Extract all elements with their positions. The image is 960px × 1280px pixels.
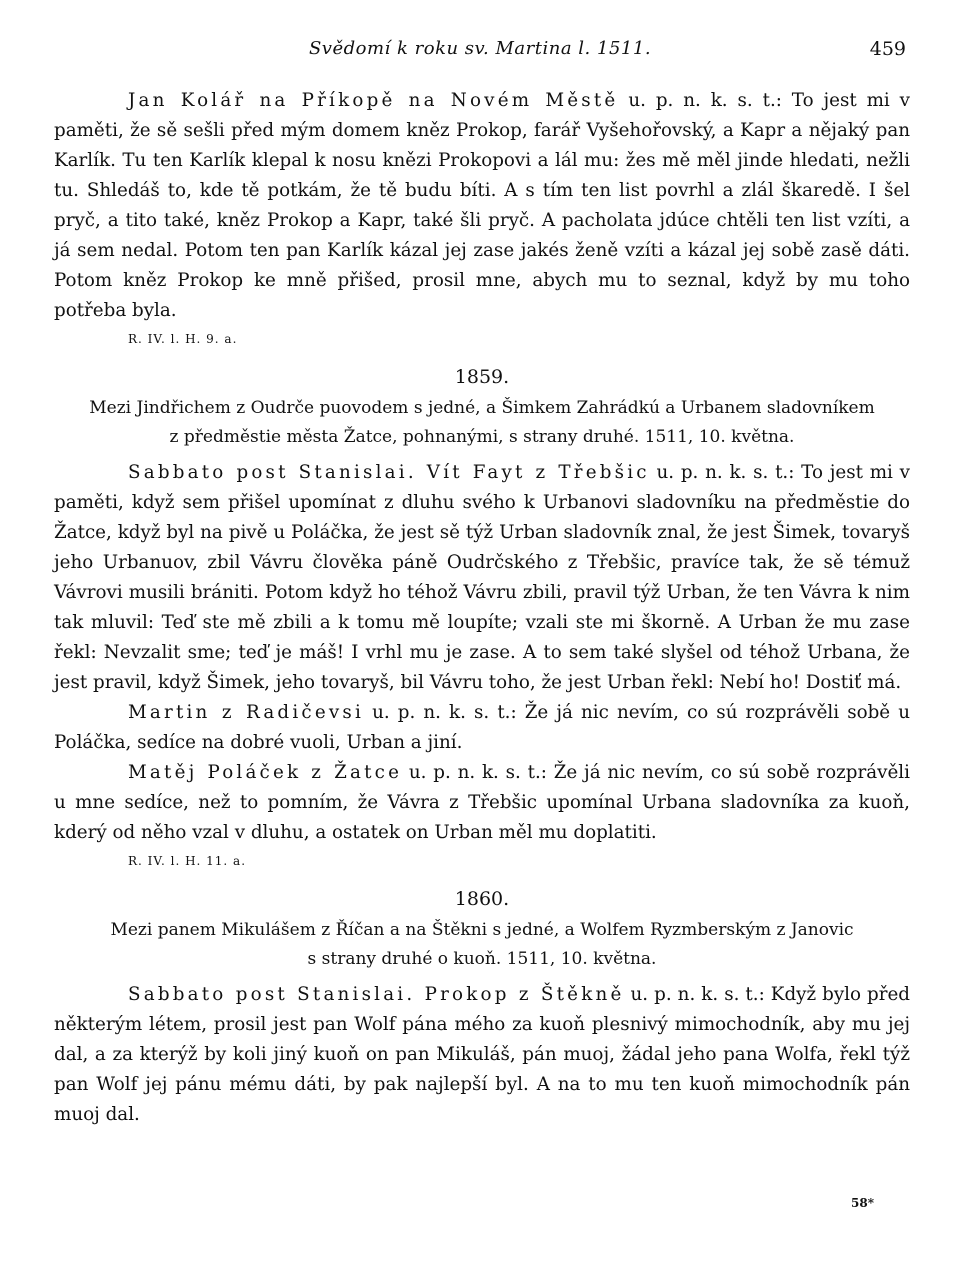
archive-reference: R. IV. l. H. 9. a. [128, 332, 238, 346]
summary-line-2: z předměstie města Žatce, pohnanými, s strany druhé. 1511, 10. května. [169, 427, 795, 447]
testimony-martin-radicevsi [54, 698, 910, 758]
witness-name: Sabbato post Stanislai. Prokop z Štěkně [128, 984, 625, 1005]
page-number: 459 [869, 38, 906, 60]
witness-name: Matěj Poláček z Žatce [128, 762, 403, 783]
page-header [54, 38, 906, 68]
witness-name: Martin z Radičevsi [128, 702, 364, 723]
entry-number-1859: 1859. [454, 366, 510, 388]
testimony-vit-fayt [54, 458, 910, 698]
summary-line-1: Mezi Jindřichem z Oudrče puovodem s jedné, a Šimkem Zahrádkú a Urbanem sladovníkem [89, 398, 875, 418]
witness-name: Sabbato post Stanislai. Vít Fayt z Třebšic [128, 462, 650, 483]
witness-name: Jan Kolář na Příkopě na Novém Městě [128, 90, 619, 111]
testimony-text: u. p. n. k. s. t.: To jest mi v paměti, že sě sešli před mým domem kněz Prokop, farář Vyšehořovský, a Kapr a nějaký pan Karlík. Tu ten Karlík klepal k nosu knězi Prokopovi a lál mu: žes mě měl jinde hledati, nežli tu. Shledáš to, kde tě potkám, že tě budu bíti. A s tím ten list povrhl a zlál škaredě. I šel pryč, a tito také, kněz Prokop a Kapr, také šli pryč. A pacholata jdúce chtěli ten list vzíti, a já sem nedal. Potom ten pan Karlík kázal jej zase jakés ženě vzíti a kázal jej sobě zasě dáti. Potom kněz Prokop ke mně přišed, prosil mne, abych mu to seznal, když by mu toho potřeba byla. [54, 90, 910, 321]
testimony-text: u. p. n. k. s. t.: Že já nic nevím, co sú rozprávěli sobě u Poláčka, sedíce na dobré vuoli, Urban a jiní. [54, 702, 910, 753]
entry-summary-1859 [54, 394, 910, 452]
testimony-text: u. p. n. k. s. t.: Že já nic nevím, co sú sobě rozprávěli u mne sedíce, než to pomním, že Vávra z Třebšic upomínal Urbana sladovníka za kuoň, kderý od něho vzal v dluhu, a ostatek on Urban měl mu doplatiti. [54, 762, 910, 843]
entry-number-1860: 1860. [454, 888, 510, 910]
entry-summary-1860 [54, 916, 910, 974]
summary-line-1: Mezi panem Mikulášem z Říčan a na Štěkni s jedné, a Wolfem Ryzmberským z Janovic [110, 920, 854, 940]
testimony-matej-polacek [54, 758, 910, 848]
testimony-text: u. p. n. k. s. t.: Když bylo před některým létem, prosil jest pan Wolf pána mého za kuoň plesnivý mimochodník, aby mu jej dal, a za kterýž by koli jiný kuoň on pan Mikuláš, pán muoj, žádal jeho pana Wolfa, řekl týž pan Wolf jej pánu mému dáti, by pak najlepší byl. A na to mu ten kuoň mimochodník pán muoj dal. [54, 984, 911, 1125]
testimony-prokop-stekne [54, 980, 910, 1130]
printer-signature: 58* [851, 1196, 874, 1210]
archive-reference: R. IV. l. H. 11. a. [128, 854, 247, 868]
running-title: Svědomí k roku sv. Martina l. 1511. [308, 38, 652, 59]
summary-line-2: s strany druhé o kuoň. 1511, 10. května. [307, 949, 657, 969]
testimony-text: u. p. n. k. s. t.: To jest mi v paměti, když sem přišel upomínat z dluhu svého k Urbanovi sladovníku na předměstie do Žatce, když byl na pivě u Poláčka, že jest sě týž Urban sladovník znal, že jest Šimek, tovaryš jeho Urbanuov, zbil Vávru člověka páně Oudrčského z Třebšic, pravíce tak, že sě témuž Vávrovi musili brániti. Potom když ho téhož Vávru zbili, pravil týž Urban, že ten Vávra k nim tak mluvil: Teď ste mě zbili a k tomu mě loupíte; vzali ste mi škorně. A Urban že mu zase řekl: Nevzalit sme; teď je máš! I vrhl mu je zase. A to sem také slyšel od téhož Urbana, že jest pravil, když Šimek, jeho tovaryš, bil Vávru toho, že jest Urban řekl: Nebí ho! Dostiť má. [54, 462, 910, 693]
page-body [54, 86, 910, 1130]
testimony-jan-kolar [54, 86, 910, 326]
